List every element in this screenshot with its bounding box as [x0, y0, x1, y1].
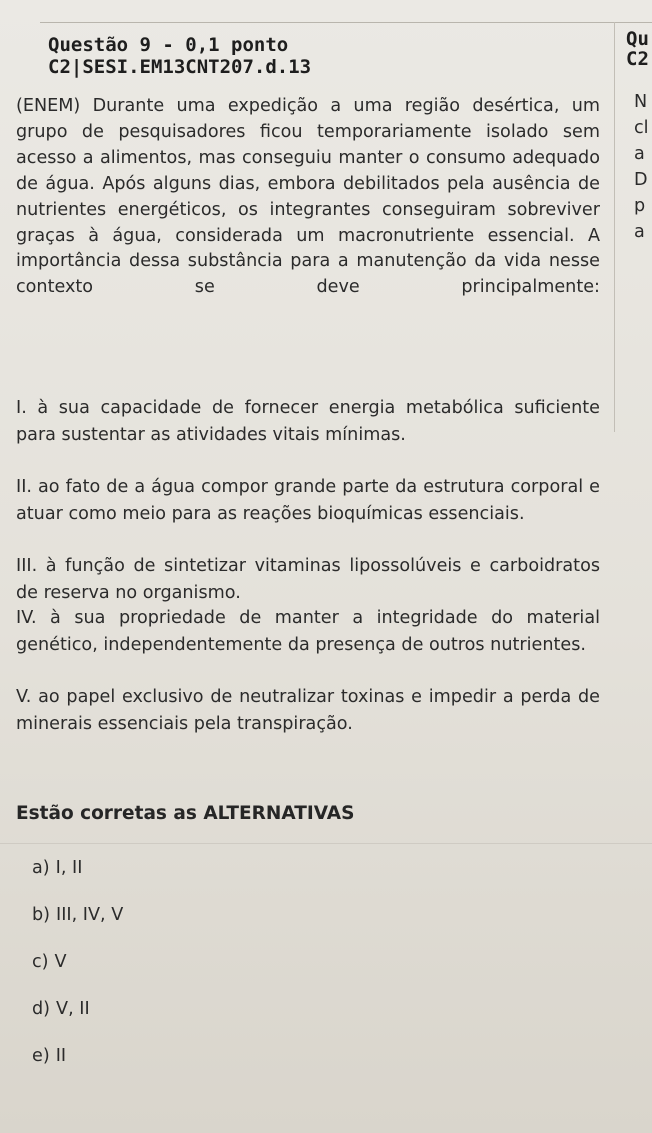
- option-d[interactable]: [32, 999, 90, 1019]
- top-rule: [40, 22, 652, 23]
- next-text-fragment: a: [634, 144, 645, 164]
- next-question-column: [626, 26, 652, 446]
- separator: [0, 843, 652, 844]
- next-text-fragment: a: [634, 222, 645, 242]
- next-text-fragment: D: [634, 170, 648, 190]
- next-question-code: C2: [626, 48, 649, 70]
- statement-1: I. à sua capacidade de fornecer energia metabólica suficiente para sustentar as atividades vitais mínimas.: [16, 398, 600, 445]
- column-divider: [614, 22, 615, 432]
- option-text: V: [54, 952, 67, 972]
- next-text-fragment: p: [634, 196, 646, 216]
- option-c[interactable]: [32, 952, 67, 972]
- option-letter: b): [32, 905, 51, 925]
- statement-3: III. à função de sintetizar vitaminas lipossolúveis e carboidratos de reserva no organismo.: [16, 556, 600, 603]
- statement-5: V. ao papel exclusivo de neutralizar toxinas e impedir a perda de minerais essenciais pela transpiração.: [16, 687, 600, 734]
- option-a[interactable]: [32, 858, 82, 878]
- next-question-title: Qu: [626, 28, 649, 50]
- option-text: III, IV, V: [56, 905, 124, 925]
- question-intro: (ENEM) Durante uma expedição a uma região desértica, um grupo de pesquisadores ficou temporariamente isolado sem acesso a alimentos, mas conseguiu manter o consumo adequado de água. Após alguns dias, embora debilitados pela ausência de nutrientes energéticos, os integrantes conseguiram sobreviver graças à água, considerada um macronutriente essencial. A importância dessa substância para a manutenção da vida nesse contexto se deve principalmente:: [16, 96, 600, 298]
- option-letter: d): [32, 999, 51, 1019]
- question-code: C2|SESI.EM13CNT207.d.13: [48, 56, 312, 78]
- option-text: II: [55, 1046, 67, 1066]
- statement-2: II. ao fato de a água compor grande parte da estrutura corporal e atuar como meio para as reações bioquímicas essenciais.: [16, 477, 600, 524]
- option-letter: a): [32, 858, 50, 878]
- option-text: V, II: [56, 999, 90, 1019]
- option-b[interactable]: [32, 905, 123, 925]
- statement-4: IV. à sua propriedade de manter a integridade do material genético, independentemente da presença de outros nutrientes.: [16, 608, 600, 655]
- option-letter: c): [32, 952, 49, 972]
- option-letter: e): [32, 1046, 50, 1066]
- option-e[interactable]: [32, 1046, 66, 1066]
- next-text-fragment: N: [634, 92, 648, 112]
- option-text: I, II: [55, 858, 83, 878]
- answer-prompt: Estão corretas as ALTERNATIVAS: [16, 803, 355, 824]
- next-text-fragment: cl: [634, 118, 649, 138]
- question-title: Questão 9 - 0,1 ponto: [48, 34, 289, 56]
